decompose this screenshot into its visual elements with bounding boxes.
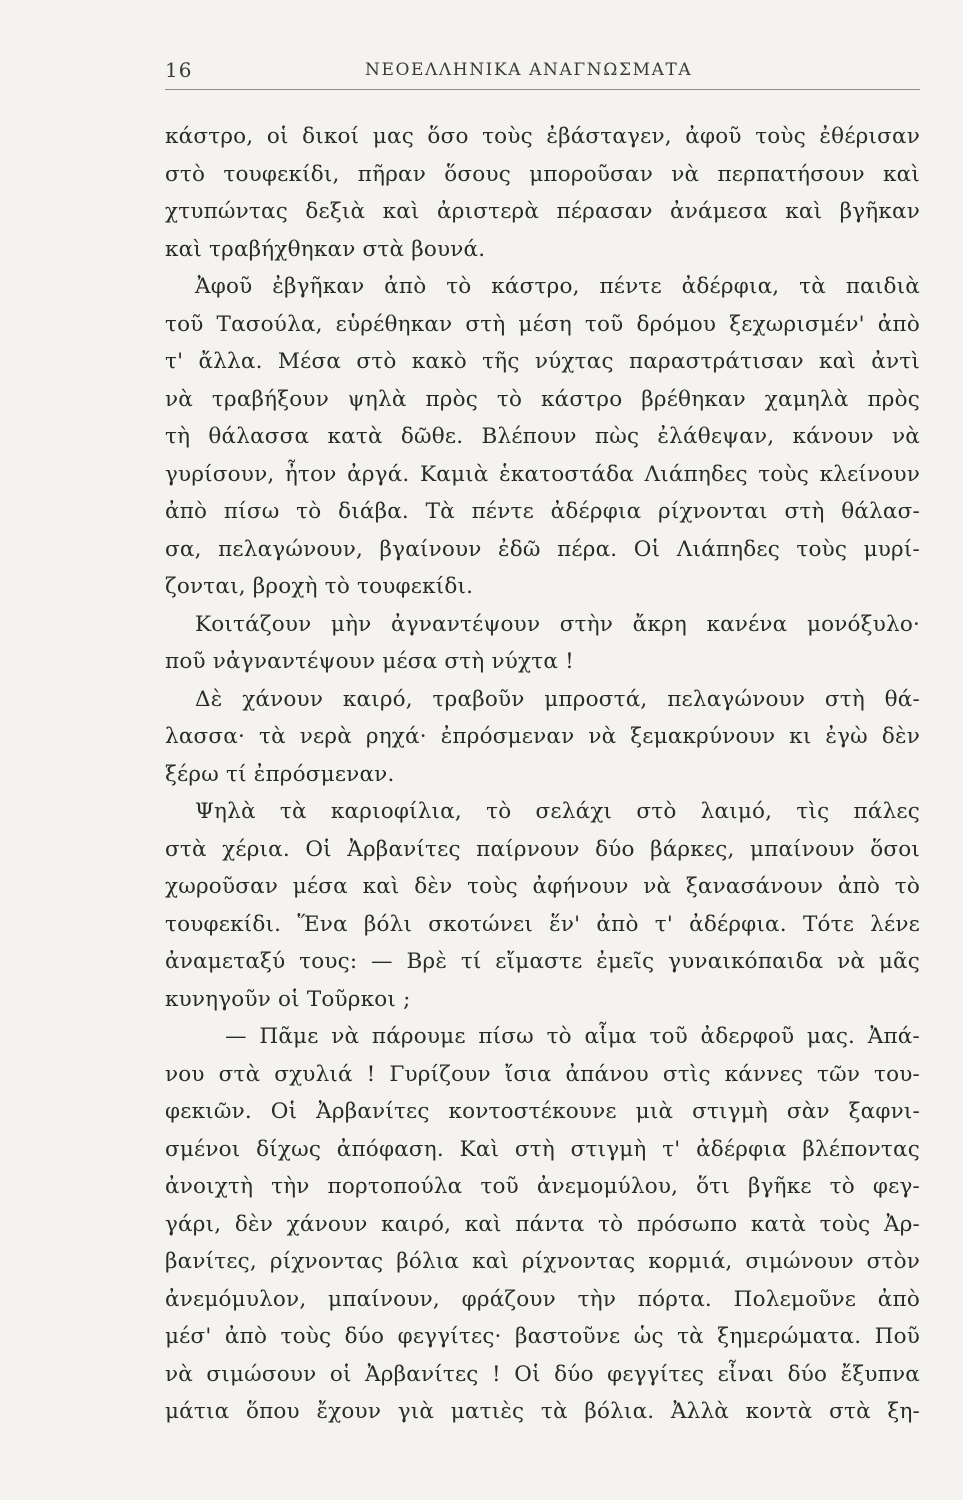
text-line: τουφεκίδι. Ἕνα βόλι σκοτώνει ἕν' ἀπὸ τ' ἀδέρφια. Τότε λένε — [165, 911, 920, 937]
text-line: ἀνεμόμυλον, μπαίνουν, φράζουν τὴν πόρτα. Πολεμοῦνε ἀπὸ — [165, 1286, 920, 1312]
text-line: νὰ τραβήξουν ψηλὰ πρὸς τὸ κάστρο βρέθηκαν χαμηλὰ πρὸς — [165, 386, 920, 412]
text-line: κάστρο, οἱ δικοί μας ὅσο τοὺς ἐβάσταγεν, ἀφοῦ τοὺς ἐθέρισαν — [165, 124, 920, 149]
text-line: σμένοι δίχως ἀπόφαση. Καὶ στὴ στιγμὴ τ' ἀδέρφια βλέποντας — [165, 1136, 920, 1162]
text-line: στὰ χέρια. Οἱ Ἀρβανίτες παίρνουν δύο βάρκες, μπαίνουν ὅσοι — [165, 836, 920, 862]
text-line: χωροῦσαν μέσα καὶ δὲν τοὺς ἀφήνουν νὰ ξανασάνουν ἀπὸ τὸ — [165, 874, 920, 899]
text-line: γυρίσουν, ἦτον ἀργά. Καμιὰ ἑκατοστάδα Λιάπηδες τοὺς κλείνουν — [165, 461, 920, 487]
header-rule — [165, 89, 920, 90]
body-text — [165, 118, 920, 1431]
text-line: φεκιῶν. Οἱ Ἀρβανίτες κοντοστέκουνε μιὰ στιγμὴ σὰν ξαφνι- — [165, 1099, 920, 1124]
text-line: νου στὰ σχυλιά ! Γυρίζουν ἴσια ἀπάνου στὶς κάννες τῶν του- — [165, 1061, 920, 1087]
text-line: ζονται, βροχὴ τὸ τουφεκίδι. — [165, 574, 474, 599]
text-line: Ψηλὰ τὰ καριοφίλια, τὸ σελάχι στὸ λαιμό, τὶς πάλες — [195, 799, 920, 824]
text-line: Δὲ χάνουν καιρό, τραβοῦν μπροστά, πελαγώνουν στὴ θά- — [195, 686, 920, 712]
text-line: χτυπώντας δεξιὰ καὶ ἀριστερὰ πέρασαν ἀνάμεσα καὶ βγῆκαν — [165, 199, 920, 224]
text-line: ποῦ νἀγναντέψουν μέσα στὴ νύχτα ! — [165, 649, 574, 674]
text-line: τοῦ Τασούλα, εὑρέθηκαν στὴ μέση τοῦ δρόμου ξεχωρισμέν' ἀπὸ — [165, 311, 920, 337]
text-line: ἀναμεταξύ τους: — Βρὲ τί εἴμαστε ἐμεῖς γυναικόπαιδα νὰ μᾶς — [165, 949, 920, 974]
text-line: λασσα· τὰ νερὰ ρηχά· ἐπρόσμεναν νὰ ξεμακρύνουν κι ἐγὼ δὲν — [165, 724, 920, 749]
text-line: Κοιτάζουν μὴν ἀγναντέψουν στὴν ἄκρη κανένα μονόξυλο· — [195, 611, 920, 637]
text-line: — Πᾶμε νὰ πάρουμε πίσω τὸ αἷμα τοῦ ἀδερφοῦ μας. Ἀπά- — [225, 1024, 920, 1049]
text-line: Ἀφοῦ ἐβγῆκαν ἀπὸ τὸ κάστρο, πέντε ἀδέρφια, τὰ παιδιὰ — [195, 274, 920, 299]
text-line: κυνηγοῦν οἱ Τοῦρκοι ; — [165, 986, 411, 1012]
text-line: στὸ τουφεκίδι, πῆραν ὅσους μποροῦσαν νὰ περπατήσουν καὶ — [165, 161, 920, 187]
text-line: τ' ἄλλα. Μέσα στὸ κακὸ τῆς νύχτας παραστράτισαν καὶ ἀντὶ — [165, 349, 920, 374]
text-line: γάρι, δὲν χάνουν καιρό, καὶ πάντα τὸ πρόσωπο κατὰ τοὺς Ἀρ- — [165, 1211, 920, 1237]
text-line: νὰ σιμώσουν οἱ Ἀρβανίτες ! Οἱ δύο φεγγίτες εἶναι δύο ἔξυπνα — [165, 1361, 920, 1387]
text-line: μέσ' ἀπὸ τοὺς δύο φεγγίτες· βαστοῦνε ὡς τὰ ξημερώματα. Ποῦ — [165, 1324, 920, 1349]
text-line: τὴ θάλασσα κατὰ δῶθε. Βλέπουν πὼς ἐλάθεψαν, κάνουν νὰ — [165, 424, 920, 449]
text-line: μάτια ὅπου ἔχουν γιὰ ματιὲς τὰ βόλια. Ἀλλὰ κοντὰ στὰ ξη- — [165, 1399, 920, 1424]
text-line: ἀνοιχτὴ τὴν πορτοπούλα τοῦ ἀνεμομύλου, ὅτι βγῆκε τὸ φεγ- — [165, 1174, 920, 1199]
text-line: βανίτες, ρίχνοντας βόλια καὶ ρίχνοντας κορμιά, σιμώνουν στὸν — [165, 1249, 920, 1274]
text-line: σα, πελαγώνουν, βγαίνουν ἐδῶ πέρα. Οἱ Λιάπηδες τοὺς μυρί- — [165, 536, 920, 562]
text-line: ἀπὸ πίσω τὸ διάβα. Τὰ πέντε ἀδέρφια ρίχνονται στὴ θάλασ- — [165, 499, 920, 524]
text-line: ξέρω τί ἐπρόσμεναν. — [165, 761, 395, 787]
running-head: ΝΕΟΕΛΛΗΝΙΚΑ ΑΝΑΓΝΩΣΜΑΤΑ — [365, 60, 693, 80]
page-number: 16 — [165, 58, 193, 82]
text-line: καὶ τραβήχθηκαν στὰ βουνά. — [165, 236, 486, 262]
page-header — [165, 56, 920, 88]
